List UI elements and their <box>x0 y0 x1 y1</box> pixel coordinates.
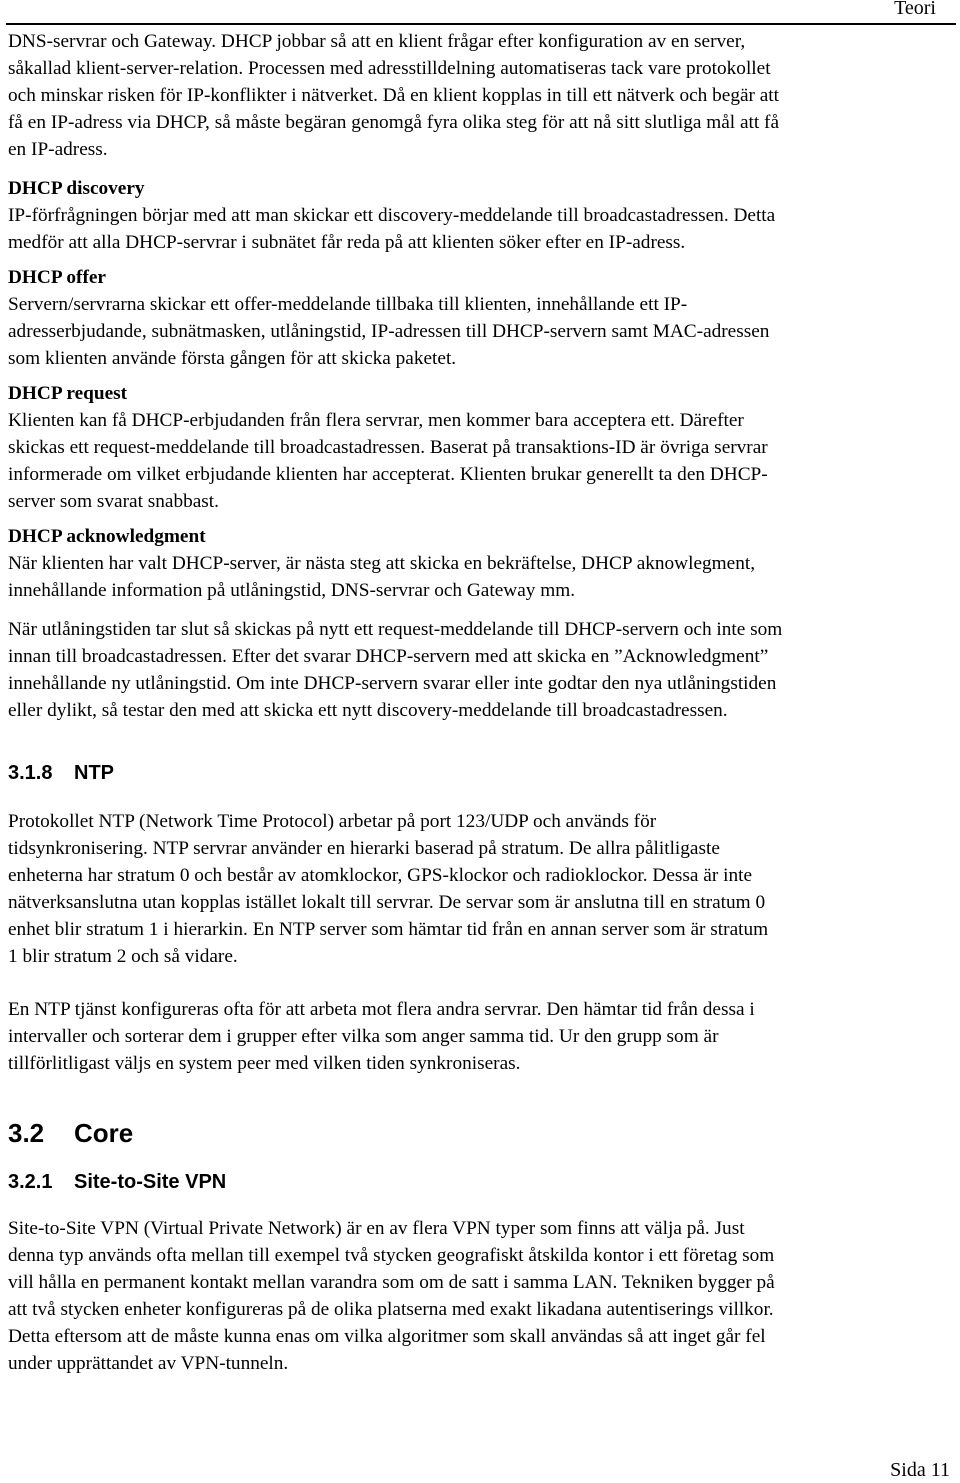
text-line: Klienten kan få DHCP-erbjudanden från flera servrar, men kommer bara acceptera ett. Därefter <box>8 410 744 431</box>
dhcp-discovery-paragraph <box>8 175 952 256</box>
text-line: server som svarat snabbast. <box>8 491 219 512</box>
dhcp-acknowledgment-heading: DHCP acknowledgment <box>8 526 206 547</box>
text-line: Servern/servrarna skickar ett offer-meddelande tillbaka till klienten, innehållande ett IP- <box>8 294 688 315</box>
text-line: informerade om vilket erbjudande klienten har accepterat. Klienten brukar generellt ta den DHCP- <box>8 464 768 485</box>
ntp-section-heading <box>8 760 952 786</box>
text-line: intervaller och sorterar dem i grupper efter vilka som anger samma tid. Ur den grupp som är <box>8 1026 719 1047</box>
text-line: När klienten har valt DHCP-server, är nästa steg att skicka en bekräftelse, DHCP aknowlegment, <box>8 553 756 574</box>
text-line: DNS-servrar och Gateway. DHCP jobbar så att en klient frågar efter konfiguration av en server, <box>8 31 746 52</box>
text-line: IP-förfrågningen börjar med att man skickar ett discovery-meddelande till broadcastadressen. Detta <box>8 205 776 226</box>
section-number: 3.1.8 <box>8 762 53 784</box>
text-line: vill hålla en permanent kontakt mellan varandra som om de satt i samma LAN. Tekniken bygger på <box>8 1272 775 1293</box>
core-section-heading <box>8 1117 952 1149</box>
text-line: och minskar risken för IP-konflikter i nätverket. Då en klient kopplas in till ett nätverk och begär att <box>8 85 780 106</box>
text-line: När utlåningstiden tar slut så skickas på nytt ett request-meddelande till DHCP-servern och inte som <box>8 619 783 640</box>
section-title: NTP <box>74 762 114 784</box>
running-header: Teori <box>894 0 936 19</box>
text-line: Protokollet NTP (Network Time Protocol) arbetar på port 123/UDP och används för <box>8 811 657 832</box>
text-line: innehållande information på utlåningstid, DNS-servrar och Gateway mm. <box>8 580 576 601</box>
section-number: 3.2.1 <box>8 1171 53 1193</box>
dhcp-offer-paragraph <box>8 264 952 372</box>
section-title: Site-to-Site VPN <box>74 1171 227 1193</box>
text-line: såkallad klient-server-relation. Processen med adresstilldelning automatiseras tack vare protokollet <box>8 58 771 79</box>
header-rule <box>6 23 956 25</box>
text-line: tidsynkronisering. NTP servrar använder en hierarki baserad på stratum. De allra pålitligaste <box>8 838 720 859</box>
text-line: enheterna har stratum 0 och består av atomklockor, GPS-klockor och radioklockor. Dessa är inte <box>8 865 753 886</box>
text-line: medför att alla DHCP-servrar i subnätet får reda på att klienten söker efter en IP-adress. <box>8 232 686 253</box>
text-line: en IP-adress. <box>8 139 108 160</box>
dhcp-request-heading: DHCP request <box>8 383 128 404</box>
text-line: att två stycken enheter konfigureras på de olika platserna med exakt likadana autentiserings villkor. <box>8 1299 774 1320</box>
text-line: En NTP tjänst konfigureras ofta för att arbeta mot flera andra servrar. Den hämtar tid från dessa i <box>8 999 755 1020</box>
text-line: skickas ett request-meddelande till broadcastadressen. Baserat på transaktions-ID är övriga servrar <box>8 437 768 458</box>
dhcp-acknowledgment-paragraph <box>8 523 952 604</box>
vpn-section-heading <box>8 1169 952 1195</box>
page-number: Sida 11 <box>890 1459 950 1481</box>
text-line: Site-to-Site VPN (Virtual Private Network) är en av flera VPN typer som finns att välja på. Just <box>8 1218 745 1239</box>
ntp-paragraph-2 <box>8 996 952 1077</box>
text-line: adresserbjudande, subnätmasken, utlåningstid, IP-adressen till DHCP-servern samt MAC-adressen <box>8 321 770 342</box>
text-line: under upprättandet av VPN-tunneln. <box>8 1353 289 1374</box>
page-content <box>8 28 952 1377</box>
dhcp-request-paragraph <box>8 380 952 515</box>
section-title: Core <box>74 1118 134 1148</box>
text-line: eller dylikt, så testar den med att skicka ett nytt discovery-meddelande till broadcastadressen. <box>8 700 728 721</box>
text-line: innehållande ny utlåningstid. Om inte DHCP-servern svarar eller inte godtar den nya utlåningstiden <box>8 673 777 694</box>
text-line: denna typ används ofta mellan till exempel två stycken geografiskt åtskilda kontor i ett företag som <box>8 1245 775 1266</box>
vpn-paragraph <box>8 1215 952 1377</box>
text-line: nätverksanslutna utan kopplas istället lokalt till servrar. De servar som är anslutna till en stratum 0 <box>8 892 766 913</box>
intro-paragraph <box>8 28 952 163</box>
text-line: innan till broadcastadressen. Efter det svarar DHCP-servern med att skicka en ”Acknowledgment” <box>8 646 769 667</box>
text-line: enhet blir stratum 1 i hierarkin. En NTP server som hämtar tid från en annan server som är stratum <box>8 919 769 940</box>
text-line: tillförlitligast väljs en system peer med vilken tiden synkroniseras. <box>8 1053 521 1074</box>
renewal-paragraph <box>8 616 952 724</box>
dhcp-offer-heading: DHCP offer <box>8 267 106 288</box>
dhcp-discovery-heading: DHCP discovery <box>8 178 145 199</box>
text-line: 1 blir stratum 2 och så vidare. <box>8 946 238 967</box>
ntp-paragraph-1 <box>8 808 952 970</box>
text-line: få en IP-adress via DHCP, så måste begäran genomgå fyra olika steg för att nå sitt slutliga mål att få <box>8 112 780 133</box>
text-line: Detta eftersom att de måste kunna enas om vilka algoritmer som skall användas så att inget går fel <box>8 1326 766 1347</box>
section-number: 3.2 <box>8 1118 45 1148</box>
text-line: som klienten använde första gången för att skicka paketet. <box>8 348 457 369</box>
